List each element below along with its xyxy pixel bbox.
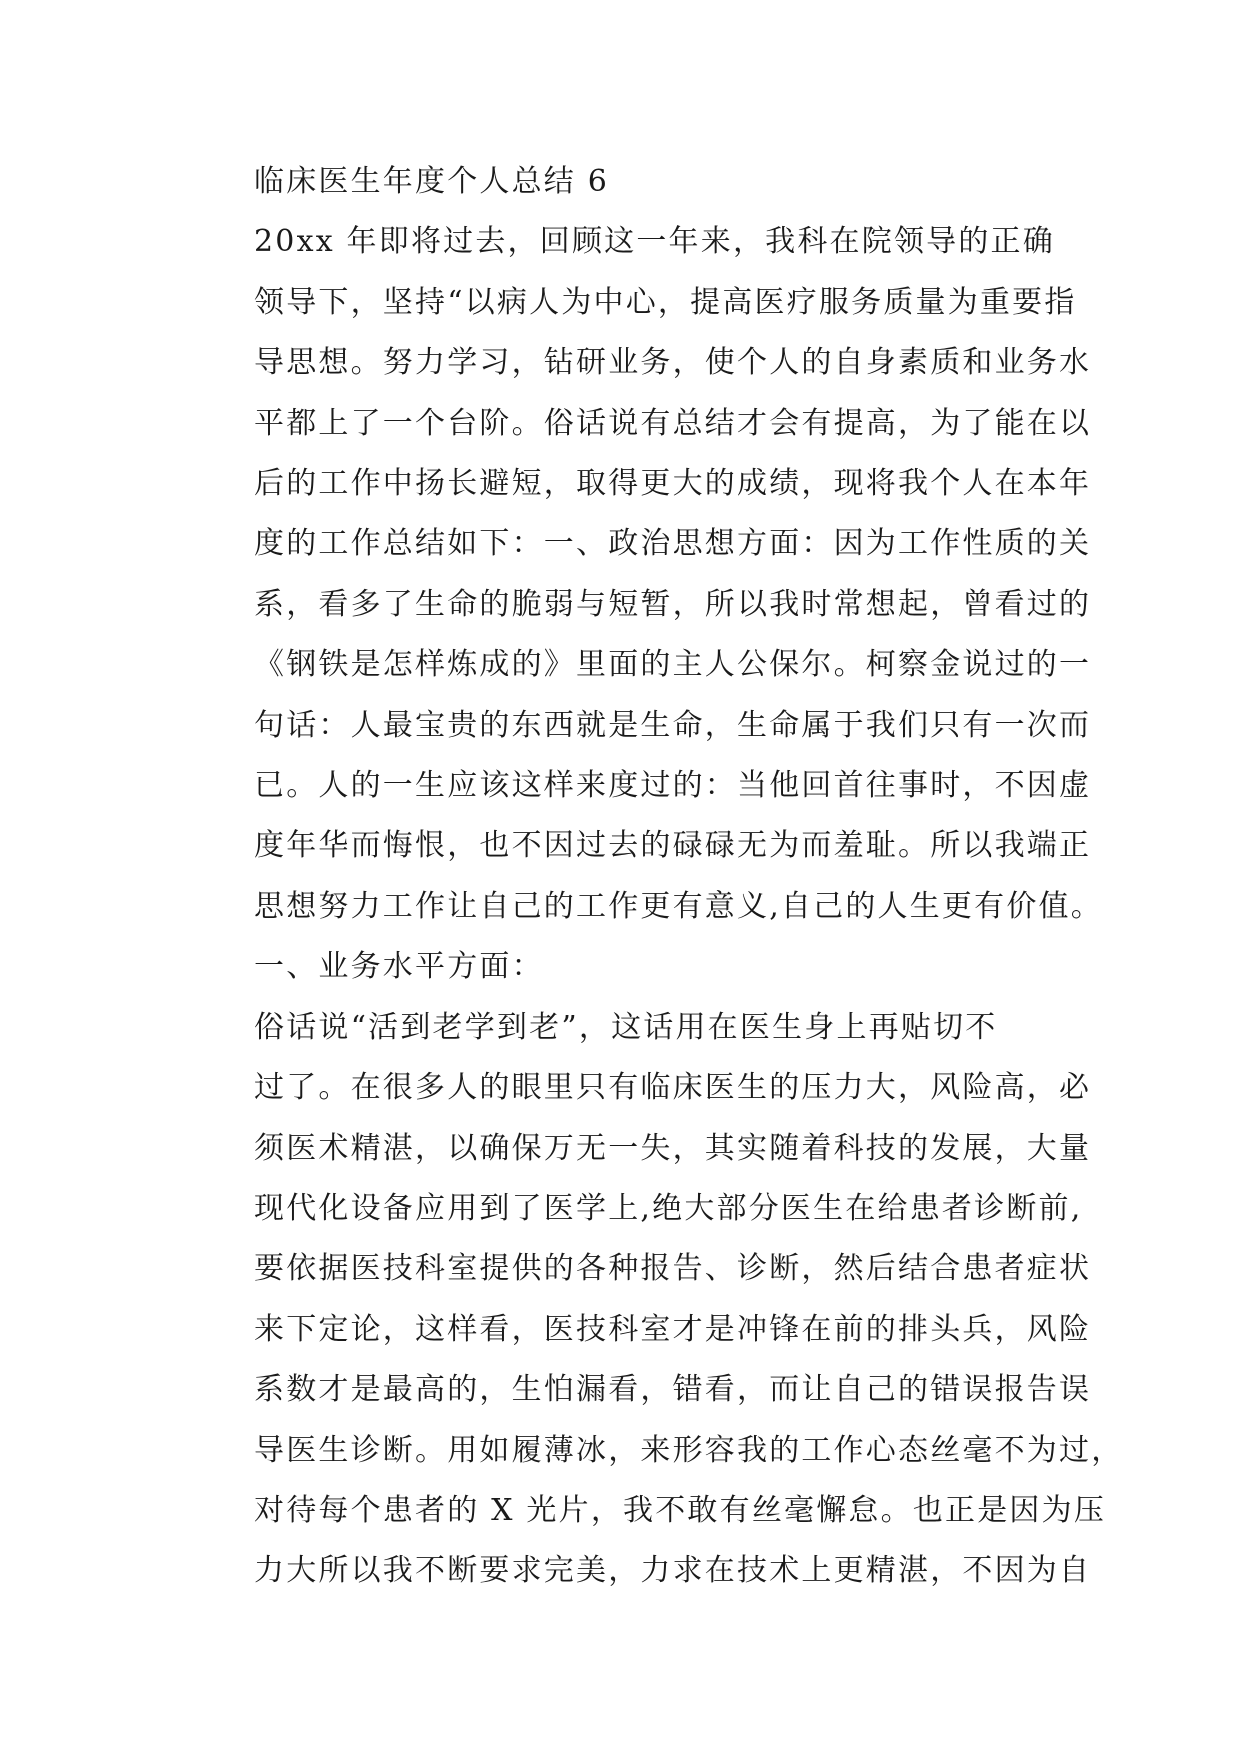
text-line: 俗话说“活到老学到老”，这话用在医生身上再贴切不 [254,1009,998,1045]
text-line: 过了。在很多人的眼里只有临床医生的压力大，风险高，必 [254,1070,1092,1106]
text-line: 现代化设备应用到了医学上,绝大部分医生在给患者诊断前, [254,1190,1083,1226]
text-line: 系数才是最高的，生怕漏看，错看，而让自己的错误报告误 [254,1372,1092,1408]
text-line: 来下定论，这样看，医技科室才是冲锋在前的排头兵，风险 [254,1311,1092,1347]
text-line: 后的工作中扬长避短，取得更大的成绩，现将我个人在本年 [254,466,1092,502]
text-line: 一、业务水平方面： [254,949,544,985]
text-line: 系，看多了生命的脆弱与短暂，所以我时常想起，曾看过的 [254,586,1092,622]
text-line: 度年华而悔恨，也不因过去的碌碌无为而羞耻。所以我端正 [254,828,1092,864]
text-line: 对待每个患者的 X 光片，我不敢有丝毫懈怠。也正是因为压 [254,1492,1107,1528]
paragraph [190,937,1050,997]
document-body [190,152,1124,1602]
text-line: 力大所以我不断要求完美，力求在技术上更精湛，不因为自 [254,1553,1092,1589]
text-line: 思想努力工作让自己的工作更有意义,自己的人生更有价值。 [254,888,1103,924]
text-line: 句话：人最宝贵的东西就是生命，生命属于我们只有一次而 [254,707,1092,743]
text-line: 《钢铁是怎样炼成的》里面的主人公保尔。柯察金说过的一 [254,647,1092,683]
text-line: 度的工作总结如下：一、政治思想方面：因为工作性质的关 [254,526,1092,562]
document-title [190,152,1050,212]
paragraph-container [190,212,1124,1601]
paragraph [190,998,1124,1602]
text-line: 20xx 年即将过去，回顾这一年来，我科在院领导的正确 [254,224,1055,260]
text-line: 领导下，坚持“以病人为中心，提高医疗服务质量为重要指 [254,284,1077,320]
text-line: 须医术精湛，以确保万无一失，其实随着科技的发展，大量 [254,1130,1092,1166]
paragraph [190,212,1103,937]
text-line: 已。人的一生应该这样来度过的：当他回首往事时，不因虚 [254,768,1092,804]
text-line: 平都上了一个台阶。俗话说有总结才会有提高，为了能在以 [254,405,1092,441]
text-line: 导思想。努力学习，钻研业务，使个人的自身素质和业务水 [254,345,1092,381]
text-line: 导医生诊断。用如履薄冰，来形容我的工作心态丝毫不为过， [254,1432,1124,1468]
title-line: 临床医生年度个人总结 6 [254,164,610,199]
text-line: 要依据医技科室提供的各种报告、诊断，然后结合患者症状 [254,1251,1092,1287]
